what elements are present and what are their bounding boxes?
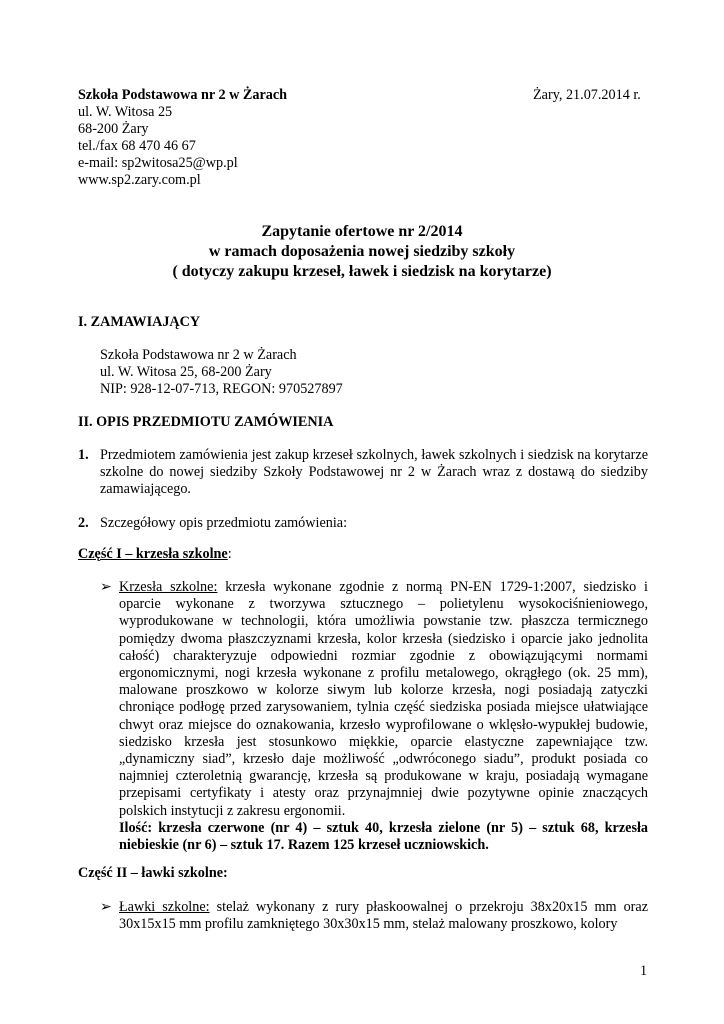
school-name: Szkoła Podstawowa nr 2 w Żarach bbox=[78, 87, 288, 103]
address-city: 68-200 Żary bbox=[78, 121, 149, 137]
website: www.sp2.zary.com.pl bbox=[78, 172, 201, 188]
bullet-arrow-icon-2: ➢ bbox=[100, 899, 112, 915]
doc-title-line2: w ramach doposażenia nowej siedziby szkoły bbox=[208, 243, 516, 260]
email: e-mail: sp2witosa25@wp.pl bbox=[78, 155, 238, 171]
page-number: 1 bbox=[640, 963, 648, 979]
part1-qty-text: : krzesła czerwone (nr 4) – sztuk 40, krzesła zielone (nr 5) – sztuk 68, krzesła niebieskie (nr 6) – sztuk 17. Razem 125 krzeseł uczniowskich. bbox=[119, 819, 648, 854]
doc-title-line3: ( dotyczy zakupu krzeseł, ławek i siedzisk na korytarze) bbox=[172, 263, 552, 280]
part1-heading-colon: : bbox=[227, 546, 232, 562]
item2-text: Szczegółowy opis przedmiotu zamówienia: bbox=[100, 515, 348, 531]
item1-number: 1. bbox=[78, 447, 89, 463]
section1-heading: I. ZAMAWIAJĄCY bbox=[78, 314, 201, 330]
item2-number: 2. bbox=[78, 515, 89, 531]
part1-item-label: Krzesła szkolne: bbox=[119, 579, 218, 595]
phone: tel./fax 68 470 46 67 bbox=[78, 138, 196, 154]
part1-item-text: krzesła wykonane zgodnie z normą PN-EN 1729-1:2007, siedzisko i oparcie wykonane z tworzywa sztucznego – polietylenu wysokociśnieniowego, wyprodukowane w technologii, która umożliwia powstanie tzw. płaszcza termicznego pomiędzy dwoma płaszczyznami krzesła, kolor krzesła (siedzisko i oparcie jako jednolita całość) charakteryzuje odpowiedni rozmiar zgodnie z obowiązującymi normami ergonomicznymi, nogi krzesła wykonane z profilu metalowego, okrągłego (ok. 25 mm), malowane proszkowo w kolorze siwym lub kolorze krzesła, nogi posiadają zatyczki chroniące podłogę przed zarysowaniem, tylnia część siedziska posiada miejsce ułatwiające chwyt oraz miejsce do oznakowania, krzesło wyprofilowane o wklęsło-wypukłej budowie, siedzisko krzesła jest stosunkowo miękkie, oparcie elastyczne zapewniające tzw. „dynamiczny siad”, krzesło daje możliwość „odwróconego siadu”, produkt posiada co najmniej czteroletnią gwarancję, krzesła są produkowane w kraju, posiadają wymagane przepisami certyfikaty i atesty oraz przynajmniej dwie pozytywne opinie znaczących polskich instytucji z zakresu ergonomii. bbox=[119, 579, 649, 819]
section1-line3: NIP: 928-12-07-713, REGON: 970527897 bbox=[100, 381, 343, 397]
section2-heading: II. OPIS PRZEDMIOTU ZAMÓWIENIA bbox=[78, 414, 334, 430]
doc-title-line1: Zapytanie ofertowe nr 2/2014 bbox=[261, 223, 463, 240]
part1-qty-label: Ilość bbox=[119, 819, 148, 836]
section1-line2: ul. W. Witosa 25, 68-200 Żary bbox=[100, 364, 272, 380]
address-street: ul. W. Witosa 25 bbox=[78, 104, 173, 120]
part2-item-text: stelaż wykonany z rury płaskoowalnej o przekroju 38x20x15 mm oraz 30x15x15 mm profilu zamkniętego 30x30x15 mm, stelaż malowany proszkowo, kolory bbox=[119, 899, 648, 933]
part1-heading-text: Część I – krzesła szkolne bbox=[78, 546, 228, 562]
part2-item-label: Ławki szkolne: bbox=[119, 899, 210, 915]
item1-text: Przedmiotem zamówienia jest zakup krzeseł szkolnych, ławek szkolnych i siedzisk na korytarze szkolne do nowej siedziby Szkoły Podstawowej nr 2 w Żarach wraz z dostawą do siedziby zamawiającego. bbox=[100, 447, 648, 498]
bullet-arrow-icon: ➢ bbox=[100, 579, 112, 595]
part2-item bbox=[119, 899, 648, 933]
part2-heading: Część II – ławki szkolne: bbox=[78, 865, 228, 881]
part1-item bbox=[119, 579, 648, 854]
section1-line1: Szkoła Podstawowa nr 2 w Żarach bbox=[100, 347, 297, 363]
place-date: Żary, 21.07.2014 r. bbox=[533, 87, 641, 103]
part1-heading bbox=[78, 546, 232, 563]
